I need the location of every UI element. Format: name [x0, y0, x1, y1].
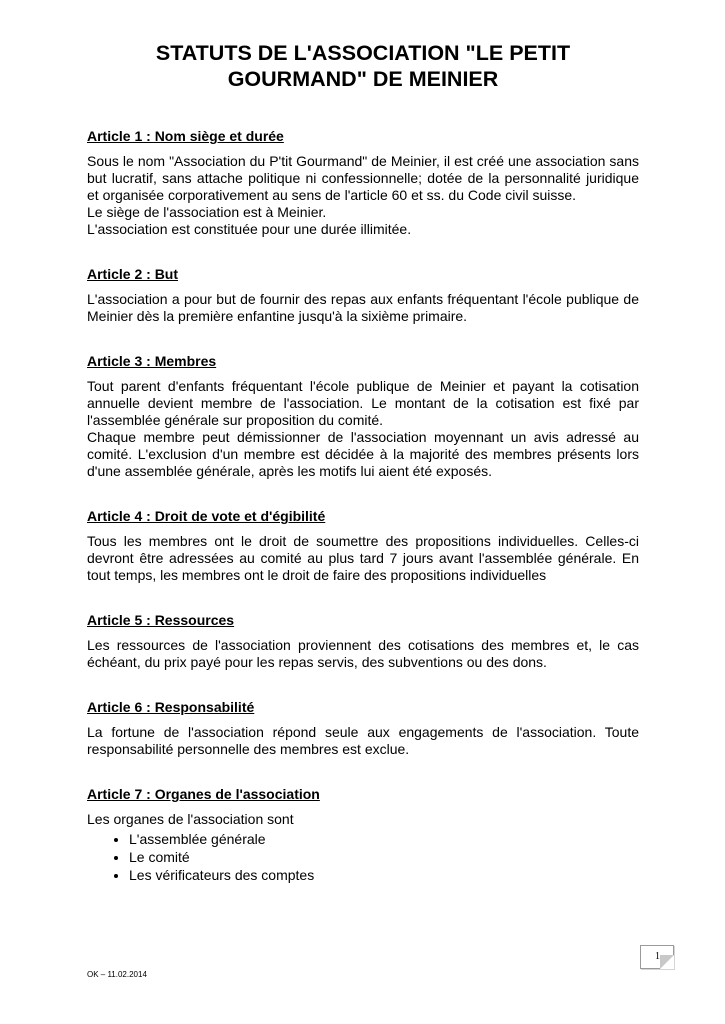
article-heading: Article 2 : But	[87, 266, 179, 282]
footer-text: OK – 11.02.2014	[87, 970, 147, 979]
list-item: • Les vérificateurs des comptes	[129, 866, 639, 884]
article-heading: Article 6 : Responsabilité	[87, 699, 255, 715]
page-number-box	[640, 945, 674, 969]
article-paragraph: Le siège de l'association est à Meinier.	[87, 204, 327, 220]
document-title: STATUTS DE L'ASSOCIATION "LE PETIT GOURMAND" DE MEINIER	[155, 41, 571, 91]
article-2	[87, 266, 639, 325]
organs-list	[87, 830, 639, 884]
article-3	[87, 353, 639, 480]
article-paragraph: Tout parent d'enfants fréquentant l'école publique de Meinier et payant la cotisation annuelle devient membre de l'association. Le montant de la cotisation est fixé par l'assemblée générale sur proposition du comité.	[87, 378, 639, 428]
list-item: • L'assemblée générale	[129, 830, 639, 848]
article-heading: Article 3 : Membres	[87, 353, 217, 369]
article-heading: Article 5 : Ressources	[87, 612, 235, 628]
list-item: • Le comité	[129, 848, 639, 866]
article-paragraph: La fortune de l'association répond seule aux engagements de l'association. Toute responsabilité personnelle des membres est exclue.	[87, 724, 639, 757]
article-heading: Article 7 : Organes de l'association	[87, 786, 320, 802]
article-heading: Article 1 : Nom siège et durée	[87, 128, 284, 144]
article-5	[87, 612, 639, 671]
article-4	[87, 508, 639, 584]
document-page	[87, 40, 639, 912]
article-7	[87, 786, 639, 884]
article-paragraph: Chaque membre peut démissionner de l'association moyennant un avis adressé au comité. L'exclusion d'un membre est décidée à la majorité des membres présents lors d'une assemblée générale, après les motifs lui aient été exposés.	[87, 429, 639, 479]
page-fold-icon	[660, 955, 674, 969]
article-paragraph: L'association a pour but de fournir des repas aux enfants fréquentant l'école publique de Meinier dès la première enfantine jusqu'à la sixième primaire.	[87, 291, 639, 324]
article-paragraph: Tous les membres ont le droit de soumettre des propositions individuelles. Celles-ci devront être adressées au comité au plus tard 7 jours avant l'assemblée générale. En tout temps, les membres ont le droit de faire des propositions individuelles	[87, 533, 639, 583]
page-number: 1	[655, 951, 660, 962]
article-1	[87, 128, 639, 238]
article-paragraph: L'association est constituée pour une durée illimitée.	[87, 221, 412, 237]
article-paragraph: Les organes de l'association sont	[87, 811, 294, 827]
article-heading: Article 4 : Droit de vote et d'égibilité	[87, 508, 326, 524]
article-paragraph: Sous le nom "Association du P'tit Gourmand" de Meinier, il est créé une association sans but lucratif, sans attache politique ni confessionnelle; dotée de la personnalité juridique et organisée corporativement au sens de l'article 60 et ss. du Code civil suisse.	[87, 153, 639, 203]
article-6	[87, 699, 639, 758]
article-paragraph: Les ressources de l'association proviennent des cotisations des membres et, le cas échéant, du prix payé pour les repas servis, des subventions ou des dons.	[87, 637, 639, 670]
